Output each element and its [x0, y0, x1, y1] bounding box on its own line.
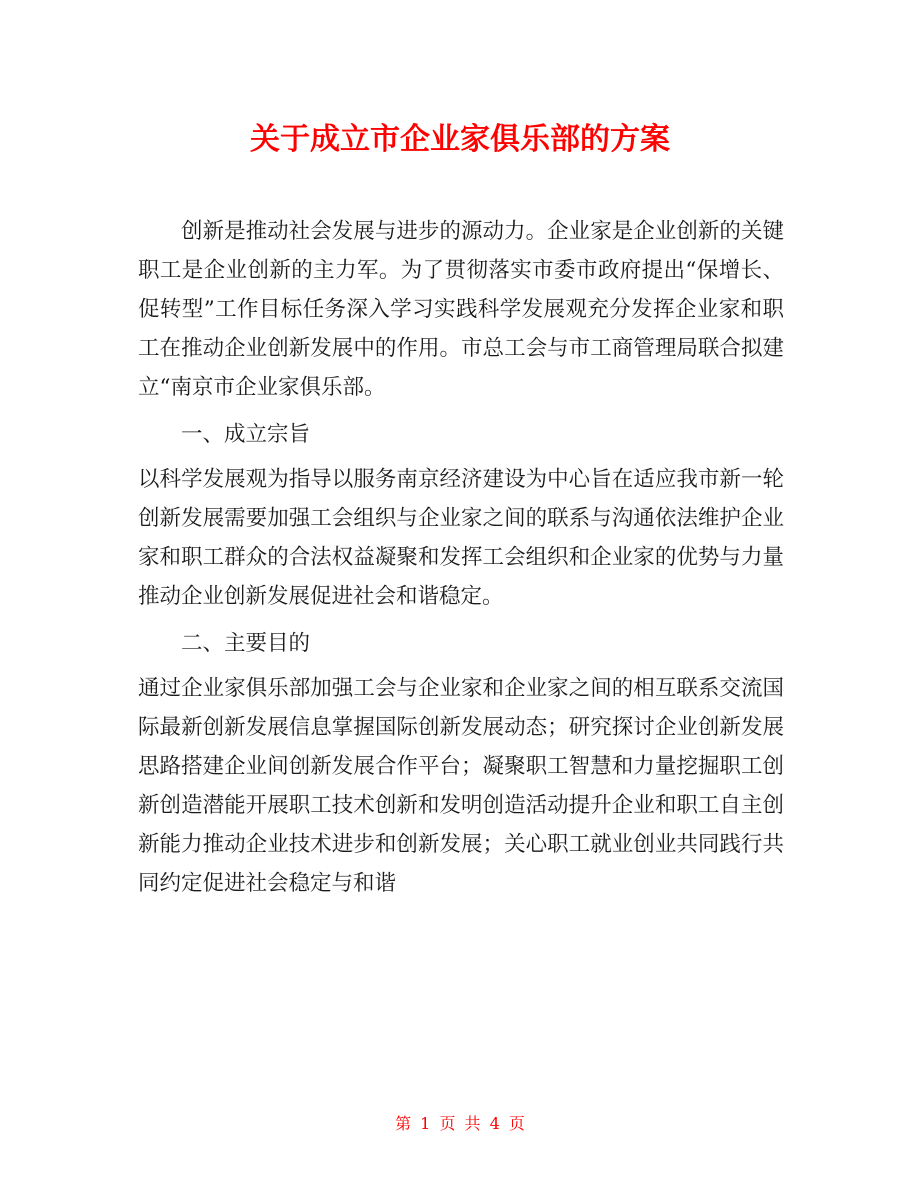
document-body	[138, 212, 784, 903]
intro-paragraph: 创新是推动社会发展与进步的源动力。企业家是企业创新的关键职工是企业创新的主力军。为了贯彻落实市委市政府提出“保增长、促转型”工作目标任务深入学习实践科学发展观充分发挥企业家和职工在推动企业创新发展中的作用。市总工会与市工商管理局联合拟建立“南京市企业家俱乐部。	[138, 219, 784, 400]
page-title: 关于成立市企业家俱乐部的方案	[250, 122, 670, 157]
section-text-goals: 通过企业家俱乐部加强工会与企业家和企业家之间的相互联系交流国际最新创新发展信息掌握国际创新发展动态；研究探讨企业创新发展思路搭建企业间创新发展合作平台；凝聚职工智慧和力量挖掘职工创新创造潜能开展职工技术创新和发明创造活动提升企业和职工自主创新能力推动企业技术进步和创新发展；关心职工就业创业共同践行共同约定促进社会稳定与和谐	[138, 676, 784, 896]
section-heading-purpose: 一、成立宗旨	[181, 422, 311, 447]
section-text-purpose: 以科学发展观为指导以服务南京经济建设为中心旨在适应我市新一轮创新发展需要加强工会组织与企业家之间的联系与沟通依法维护企业家和职工群众的合法权益凝聚和发挥工会组织和企业家的优势与力量推动企业创新发展促进社会和谐稳定。	[138, 467, 784, 609]
page-number-footer: 第 1 页 共 4 页	[395, 1114, 525, 1133]
section-heading-goals: 二、主要目的	[181, 631, 311, 656]
